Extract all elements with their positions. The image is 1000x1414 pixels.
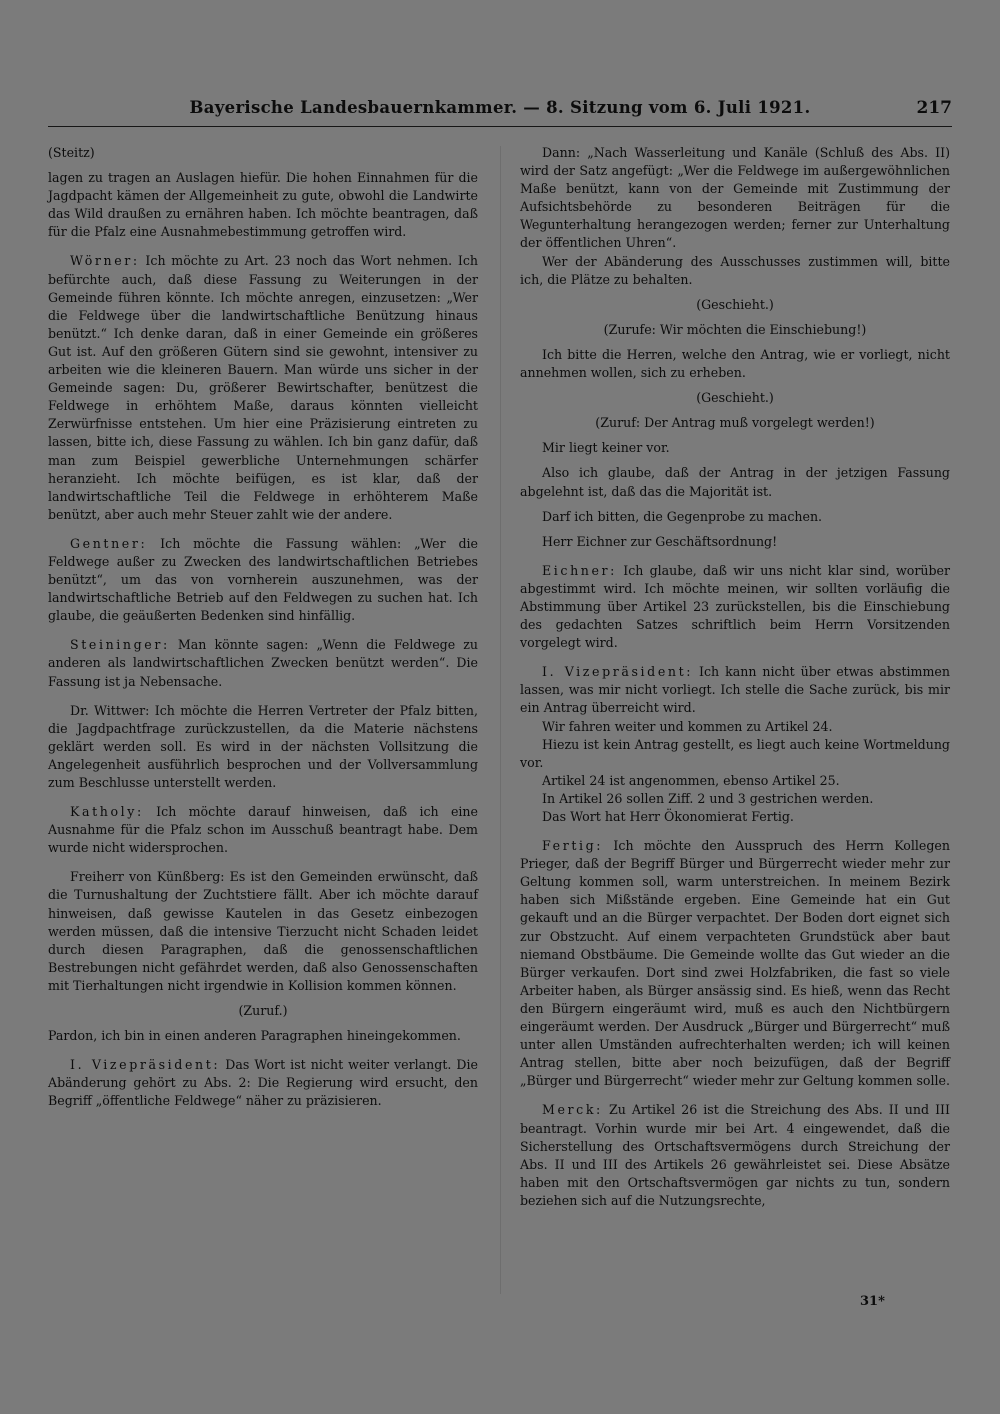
speaker-name: Gentner: bbox=[70, 535, 148, 551]
paragraph: Artikel 24 ist angenommen, ebenso Artikel 25. bbox=[542, 772, 840, 788]
running-title: Bayerische Landesbauernkammer. — 8. Sitzung vom 6. Juli 1921. bbox=[189, 98, 811, 117]
speech-paragraph bbox=[48, 535, 478, 625]
interjection: (Zuruf: Der Antrag muß vorgelegt werden!) bbox=[595, 415, 875, 431]
speech-paragraph bbox=[520, 562, 950, 652]
interjection: (Geschieht.) bbox=[696, 390, 774, 406]
right-column bbox=[520, 144, 950, 1210]
speech-text: Zu Artikel 26 ist die Streichung des Abs. II und III beantragt. Vorhin wurde mir bei Art. 4 eingewendet, daß die Sicherstellung des Ortschaftsvermögens durch Streichung der Abs. II und III des Artikels 26 gewährleistet sei. Diese Absätze haben mit den Ortschaftsvermögen gar nichts zu tun, sondern beziehen sich auf die Nutzungsrechte, bbox=[520, 1102, 950, 1208]
paragraph: Das Wort hat Herr Ökonomierat Fertig. bbox=[542, 809, 794, 824]
speech-paragraph bbox=[520, 1101, 950, 1210]
speech-paragraph bbox=[48, 803, 478, 857]
interjection: (Geschieht.) bbox=[696, 296, 774, 312]
speaker-name: Fertig: bbox=[542, 838, 604, 854]
paragraph: Ich bitte die Herren, welche den Antrag, wie er vorliegt, nicht annehmen wollen, sich zu erheben. bbox=[520, 346, 950, 381]
speaker-name: I. Vizepräsident: bbox=[542, 664, 694, 680]
speech-paragraph bbox=[48, 702, 478, 792]
paragraph: Hiezu ist kein Antrag gestellt, es liegt auch keine Wortmeldung vor. bbox=[520, 736, 950, 770]
interjection: (Zurufe: Wir möchten die Einschiebung!) bbox=[603, 321, 867, 337]
paragraph: Wer der Abänderung des Ausschusses zustimmen will, bitte ich, die Plätze zu behalten. bbox=[520, 253, 950, 287]
speech-text: Ich möchte darauf hinweisen, daß ich eine Ausnahme für die Pfalz schon im Ausschuß beantragt habe. Dem wurde nicht widersprochen. bbox=[48, 804, 478, 856]
paragraph: Pardon, ich bin in einen anderen Paragraphen hineingekommen. bbox=[48, 1028, 461, 1044]
paragraph: Dann: „Nach Wasserleitung und Kanäle (Schluß des Abs. II) wird der Satz angefügt: „Wer die Feldwege im außergewöhnlichen Maße benützt, kann von der Gemeinde mit Zustimmung der Aufsichtsbehörde zu besonderen Beiträgen für die Wegunterhaltung herangezogen werden; ferner zur Unterhaltung der öffentlichen Uhren“. bbox=[520, 145, 950, 251]
speech-text: Das Wort ist nicht weiter verlangt. Die Abänderung gehört zu Abs. 2: Die Regierung wird ersucht, den Begriff „öffentliche Feldwege“ näher zu präzisieren. bbox=[48, 1057, 478, 1109]
speaker-name: Dr. Wittwer: bbox=[70, 702, 150, 718]
speech-text: Ich kann nicht über etwas abstimmen lassen, was mir nicht vorliegt. Ich stelle die Sache zurück, bis mir ein Antrag überreicht wird. bbox=[520, 664, 950, 716]
speech-text: Ich möchte den Ausspruch des Herrn Kollegen Prieger, daß der Begriff Bürger und Bürgerrecht wieder mehr zur Geltung kommen soll, warm unterstreichen. In meinem Bezirk haben sich Mißstände ergeben. Eine Gemeinde hat ein Gut gekauft und an die Bürger verpachtet. Der Boden dort eignet sich zur Obstzucht. Auf einem verpachteten Grundstück aber baut niemand Obstbäume. Die Gemeinde wollte das Gut wieder an die Bürger verkaufen. Dort sind zwei Holzfabriken, die fast so viele Arbeiter haben, als Bürger ansässig sind. Es hieß, wenn das Recht den Bürgern eingeräumt wird, muß es auch den Nichtbürgern eingeräumt werden. Der Ausdruck „Bürger und Bürgerrecht“ muß unter allen Umständen aufrechterhalten werden; ich will keinen Antrag stellen, bitte aber noch beizufügen, daß der Begriff „Bürger und Bürgerrecht“ wieder mehr zur Geltung kommen solle. bbox=[520, 838, 951, 1089]
speech-text: Es ist den Gemeinden erwünscht, daß die Turnushaltung der Zuchtstiere fällt. Aber ich möchte darauf hinweisen, daß gewisse Kautelen in das Gesetz einbezogen werden müssen, daß die intensive Tierzucht nicht Schaden leidet durch diesen Paragraphen, daß die genossenschaftlichen Bestrebungen nicht gefährdet werden, daß also Genossenschaften mit Tierhaltungen nicht irgendwie in Kollision kommen können. bbox=[48, 869, 478, 993]
interjection: (Zuruf.) bbox=[238, 1003, 288, 1019]
paragraph: Darf ich bitten, die Gegenprobe zu machen. bbox=[542, 508, 823, 524]
speech-paragraph bbox=[520, 837, 950, 1090]
speaker-name: Merck: bbox=[542, 1102, 603, 1118]
speaker-name: I. Vizepräsident: bbox=[70, 1057, 221, 1073]
speech-paragraph bbox=[48, 252, 478, 523]
speaker-name: Steininger: bbox=[70, 637, 170, 653]
speaker-name: Wörner: bbox=[70, 253, 140, 269]
column-divider bbox=[500, 146, 501, 1294]
speaker-name: Eichner: bbox=[542, 562, 618, 578]
paragraph: Mir liegt keiner vor. bbox=[542, 440, 670, 456]
left-column bbox=[48, 144, 478, 1111]
speech-text: Ich möchte zu Art. 23 noch das Wort nehmen. Ich befürchte auch, daß diese Fassung zu Weiterungen in der Gemeinde führen könnte. Ich möchte anregen, einzusetzen: „Wer die Feldwege über die landwirtschaftliche Benützung hinaus benützt.“ Ich denke daran, daß in einer Gemeinde ein größeres Gut ist. Auf den größeren Gütern sind sie gewohnt, intensiver zu arbeiten wie die kleineren Bauern. Man würde uns sicher in der Gemeinde sagen: Du, größerer Bewirtschafter, benützest die Feldwege in erhöhtem Maße, daraus könnten vielleicht Zerwürfnisse entstehen. Um hier eine Präzisierung eintreten zu lassen, bitte ich, diese Fassung zu wählen. Ich bin ganz dafür, daß man zum Beispiel gewerbliche Unternehmungen schärfer heranzieht. Ich möchte beifügen, es ist klar, daß der landwirtschaftliche Teil die Feldwege in erhöhterem Maße benützt, aber auch mehr Steuer zahlt wie der andere. bbox=[48, 253, 478, 522]
speaker-name: Katholy: bbox=[70, 804, 144, 820]
paragraph: Wir fahren weiter und kommen zu Artikel 24. bbox=[542, 718, 833, 734]
speaker-name: Freiherr von Künßberg: bbox=[70, 869, 225, 885]
speech-text: Man könnte sagen: „Wenn die Feldwege zu anderen als landwirtschaftlichen Zwecken benützt werden“. Die Fassung ist ja Nebensache. bbox=[48, 637, 478, 689]
page-header bbox=[48, 96, 952, 127]
speech-paragraph bbox=[48, 868, 478, 995]
speech-text: Ich möchte die Fassung wählen: „Wer die Feldwege außer zu Zwecken des landwirtschaftlichen Betriebes benützt“, um das von vornherein auszunehmen, was der landwirtschaftliche Betrieb auf den Feldwegen zu suchen hat. Ich glaube, die geäußerten Bedenken sind hinfällig. bbox=[48, 535, 478, 624]
speech-paragraph bbox=[48, 636, 478, 690]
speaker-continuation-label: (Steitz) bbox=[48, 145, 95, 160]
speech-paragraph bbox=[48, 1056, 478, 1110]
paragraph: In Artikel 26 sollen Ziff. 2 und 3 gestrichen werden. bbox=[542, 790, 874, 806]
speech-text: Ich glaube, daß wir uns nicht klar sind, worüber abgestimmt wird. Ich möchte meinen, wir sollten vorläufig die Abstimmung über Artikel 23 zurückstellen, bis die Einschiebung des gedachten Satzes schriftlich beim Herrn Vorsitzenden vorgelegt wird. bbox=[520, 562, 950, 651]
paragraph: Herr Eichner zur Geschäftsordnung! bbox=[542, 533, 778, 549]
paragraph: Also ich glaube, daß der Antrag in der jetzigen Fassung abgelehnt ist, daß das die Majorität ist. bbox=[520, 465, 950, 499]
signature-mark: 31* bbox=[860, 1294, 885, 1309]
speech-paragraph bbox=[520, 663, 950, 717]
paragraph: lagen zu tragen an Auslagen hiefür. Die hohen Einnahmen für die Jagdpacht kämen der Allgemeinheit zu gute, obwohl die Landwirte das Wild draußen zu ernähren haben. Ich möchte beantragen, daß für die Pfalz eine Ausnahmebestimmung getroffen wird. bbox=[48, 170, 478, 240]
speech-text: Ich möchte die Herren Vertreter der Pfalz bitten, die Jagdpachtfrage zurückzustellen, da die Materie nächstens geklärt werden soll. Es wird in der nächsten Vollsitzung die Angelegenheit ausführlich besprochen und der Vollversammlung zum Beschlusse unterstellt werden. bbox=[48, 702, 478, 790]
page-number: 217 bbox=[916, 98, 952, 118]
